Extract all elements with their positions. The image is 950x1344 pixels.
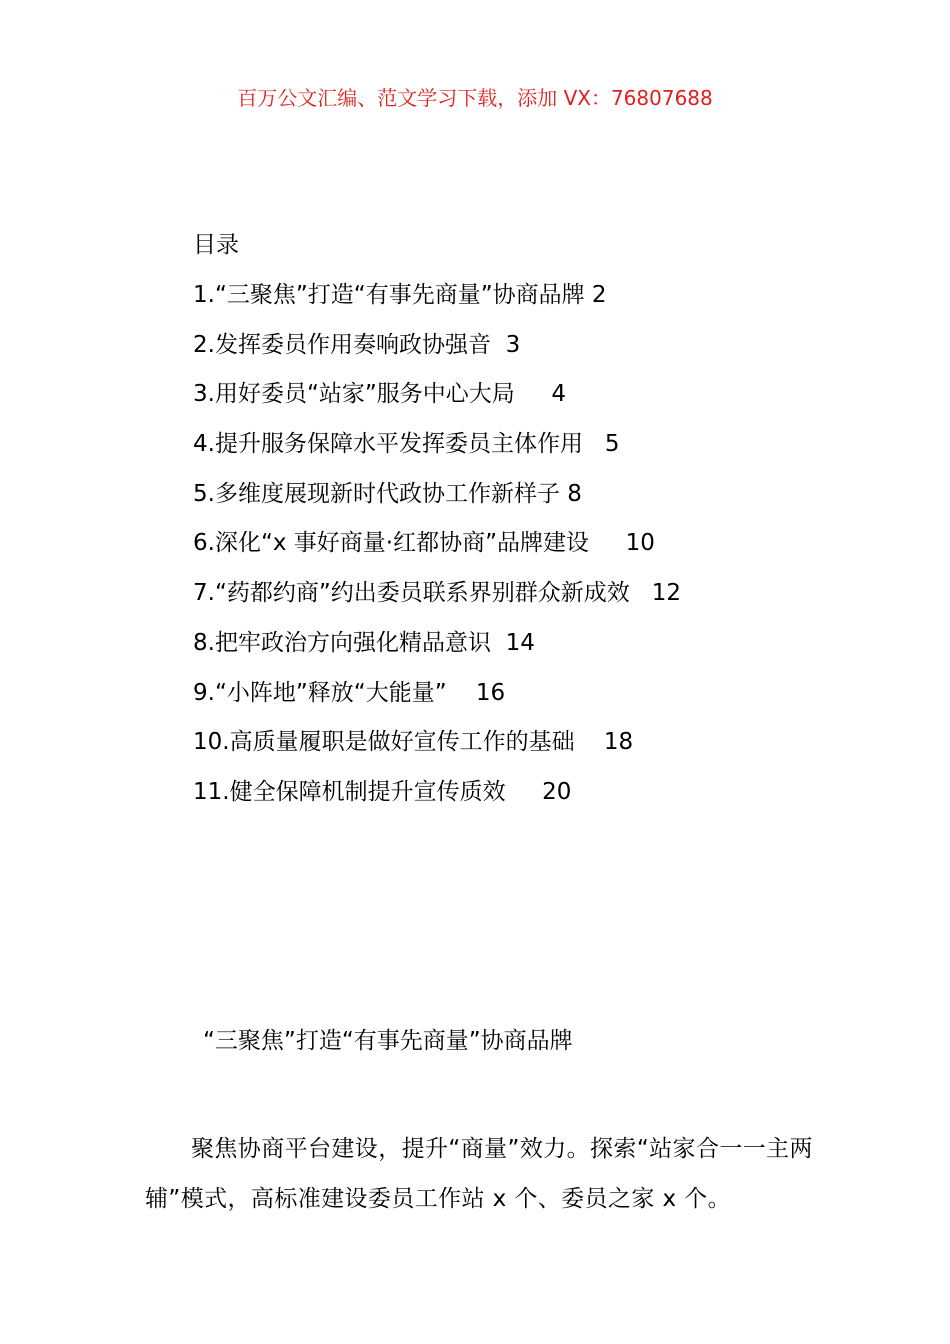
toc-title: 目录 <box>193 232 239 258</box>
toc-item: 11.健全保障机制提升宣传质效 20 <box>193 778 572 805</box>
toc-item: 10.高质量履职是做好宣传工作的基础 18 <box>193 729 634 756</box>
toc-item: 7.“药都约商”约出委员联系界别群众新成效 12 <box>193 580 681 607</box>
download-notice: 百万公文汇编、范文学习下载，添加 VX：76807688 <box>237 86 713 110</box>
toc-item: 3.用好委员“站家”服务中心大局 4 <box>193 381 566 408</box>
toc-item: 4.提升服务保障水平发挥委员主体作用 5 <box>193 431 620 458</box>
toc-item: 9.“小阵地”释放“大能量” 16 <box>193 679 506 706</box>
toc-item: 6.深化“x 事好商量·红都协商”品牌建设 10 <box>193 530 655 557</box>
toc-item: 8.把牢政治方向强化精品意识 14 <box>193 629 535 656</box>
section-heading: “三聚焦”打造“有事先商量”协商品牌 <box>203 1028 573 1054</box>
table-of-contents <box>193 279 681 826</box>
body-paragraph: 聚焦协商平台建设，提升“商量”效力。探索“站家合一一主两辅”模式，高标准建设委员工作站 x 个、委员之家 x 个。 <box>145 1136 813 1212</box>
toc-item: 2.发挥委员作用奏响政协强音 3 <box>193 331 521 358</box>
toc-item: 5.多维度展现新时代政协工作新样子 8 <box>193 480 582 507</box>
toc-item: 1.“三聚焦”打造“有事先商量”协商品牌 2 <box>193 282 607 308</box>
